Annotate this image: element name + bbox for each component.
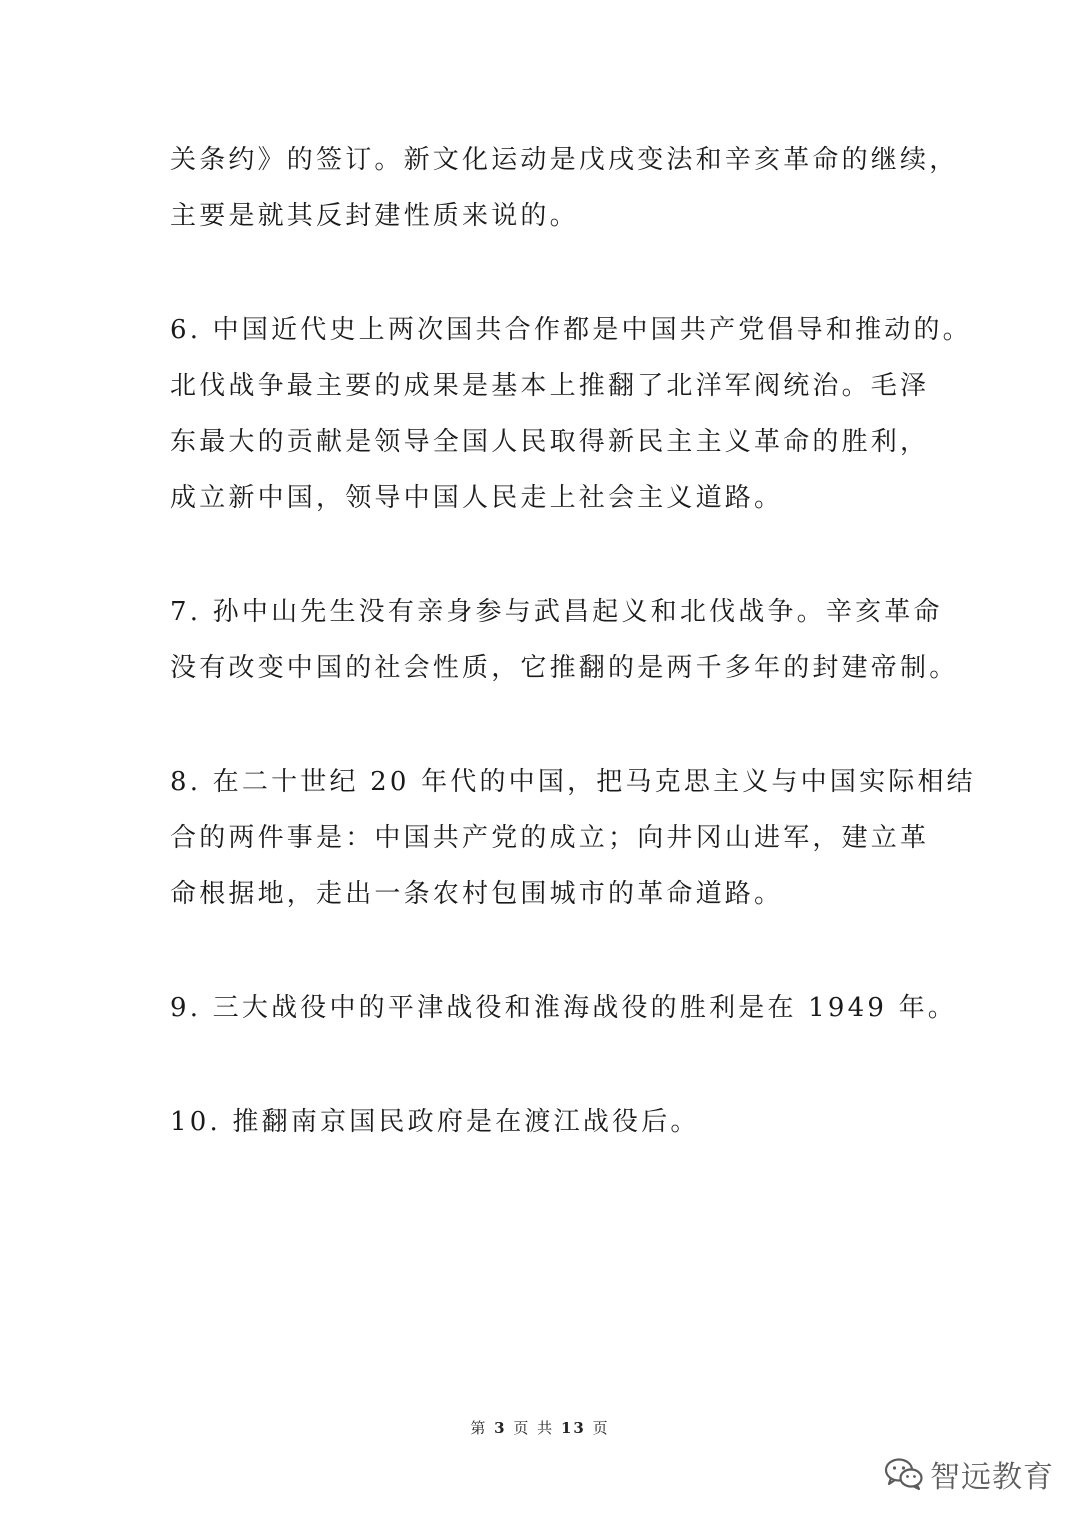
page-footer (0, 1417, 1080, 1438)
text-line: 东最大的贡献是领导全国人民取得新民主主义革命的胜利， (170, 427, 930, 457)
text-line: 没有改变中国的社会性质，它推翻的是两千多年的封建帝制。 (170, 653, 959, 683)
watermark (884, 1452, 1054, 1496)
text-line: 主要是就其反封建性质来说的。 (170, 201, 579, 231)
paragraph-continuation (170, 132, 959, 244)
footer-suffix: 页 (592, 1419, 610, 1437)
paragraph-item-6 (170, 302, 972, 526)
footer-middle: 页 共 (513, 1419, 555, 1437)
text-line: 6. 中国近代史上两次国共合作都是中国共产党倡导和推动的。 (170, 315, 972, 345)
text-line: 北伐战争最主要的成果是基本上推翻了北洋军阀统治。毛泽 (170, 371, 930, 401)
text-line: 10. 推翻南京国民政府是在渡江战役后。 (170, 1107, 700, 1137)
text-line: 成立新中国，领导中国人民走上社会主义道路。 (170, 483, 784, 513)
current-page-number: 3 (494, 1419, 507, 1437)
paragraph-item-8 (170, 754, 976, 922)
footer-prefix: 第 (470, 1419, 488, 1437)
total-page-number: 13 (560, 1419, 586, 1437)
paragraph-item-7 (170, 584, 959, 696)
wechat-icon (884, 1457, 924, 1491)
text-line: 7. 孙中山先生没有亲身参与武昌起义和北伐战争。辛亥革命 (170, 597, 943, 627)
watermark-text: 智远教育 (930, 1460, 1054, 1495)
text-line: 8. 在二十世纪 20 年代的中国，把马克思主义与中国实际相结 (170, 767, 976, 797)
text-line: 命根据地，走出一条农村包围城市的革命道路。 (170, 879, 784, 909)
text-line: 9. 三大战役中的平津战役和淮海战役的胜利是在 1949 年。 (170, 993, 957, 1023)
paragraph-item-9 (170, 980, 957, 1036)
text-line: 关条约》的签订。新文化运动是戊戌变法和辛亥革命的继续， (170, 145, 959, 175)
text-line: 合的两件事是：中国共产党的成立；向井冈山进军，建立革 (170, 823, 930, 853)
paragraph-item-10 (170, 1094, 930, 1150)
